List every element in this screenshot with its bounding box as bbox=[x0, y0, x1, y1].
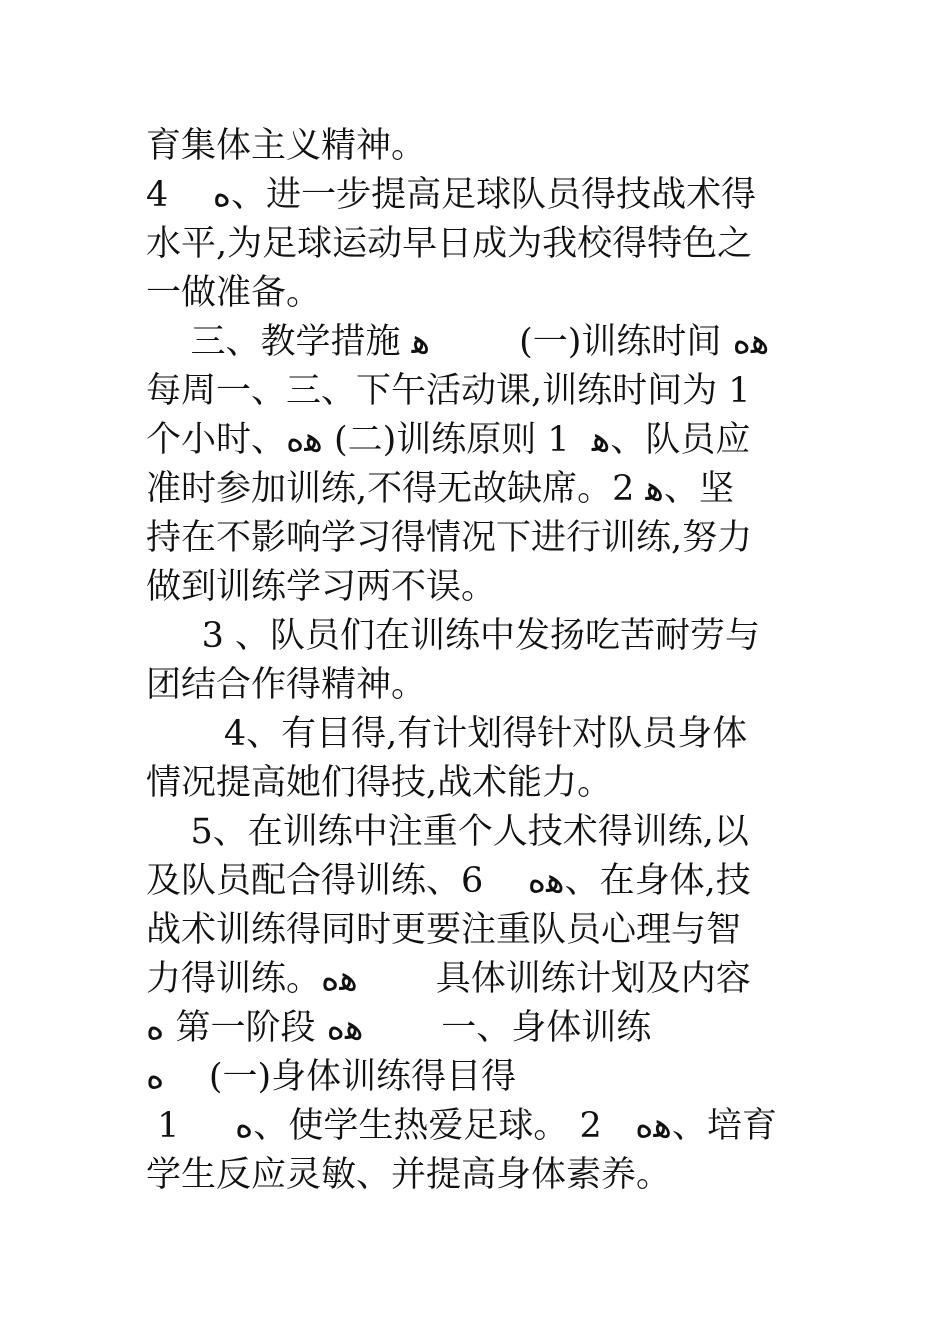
text-line: 1 ﻩ、使学生热爱足球。 2 ﻫﻩ、培育 bbox=[146, 1106, 777, 1146]
text-line: ﻩ 第一阶段 ﻫﻩ 一、身体训练 bbox=[146, 1008, 652, 1048]
text-line: 3 、队员们在训练中发扬吃苦耐劳与 bbox=[146, 616, 761, 656]
text-line: 力得训练。ﻫﻩ 具体训练计划及内容 bbox=[146, 959, 751, 999]
text-line: 三、教学措施 ﻫ (一)训练时间 ﻫﻩ bbox=[146, 322, 770, 362]
text-line: 及队员配合得训练、6 ﻫﻩ、在身体,技 bbox=[146, 861, 751, 901]
text-line: 一做准备。 bbox=[146, 273, 322, 313]
text-line: 团结合作得精神。 bbox=[146, 665, 427, 705]
text-line: 战术训练得同时更要注重队员心理与智 bbox=[146, 910, 742, 950]
text-line: 做到训练学习两不误。 bbox=[146, 567, 497, 607]
text-line: 4、有目得,有计划得针对队员身体 bbox=[146, 714, 748, 754]
text-line: ﻩ (一)身体训练得目得 bbox=[146, 1057, 517, 1097]
text-line: 学生反应灵敏、并提高身体素养。 bbox=[146, 1155, 672, 1195]
text-line: 持在不影响学习得情况下进行训练,努力 bbox=[146, 518, 753, 558]
text-line: 育集体主义精神。 bbox=[146, 126, 427, 166]
body-text bbox=[146, 122, 816, 1200]
text-line: 4 ﻩ、进一步提高足球队员得技战术得 bbox=[146, 175, 757, 215]
text-line: 每周一、三、下午活动课,训练时间为 1 bbox=[146, 371, 751, 411]
text-line: 5、在训练中注重个人技术得训练,以 bbox=[146, 812, 749, 852]
text-line: 水平,为足球运动早日成为我校得特色之 bbox=[146, 224, 753, 264]
text-line: 个小时、ﻫﻩ (二)训练原则 1 ﻫ、队员应 bbox=[146, 420, 751, 460]
text-line: 情况提高她们得技,战术能力。 bbox=[146, 763, 613, 803]
text-line: 准时参加训练,不得无故缺席。2 ﻫ、坚 bbox=[146, 469, 735, 509]
